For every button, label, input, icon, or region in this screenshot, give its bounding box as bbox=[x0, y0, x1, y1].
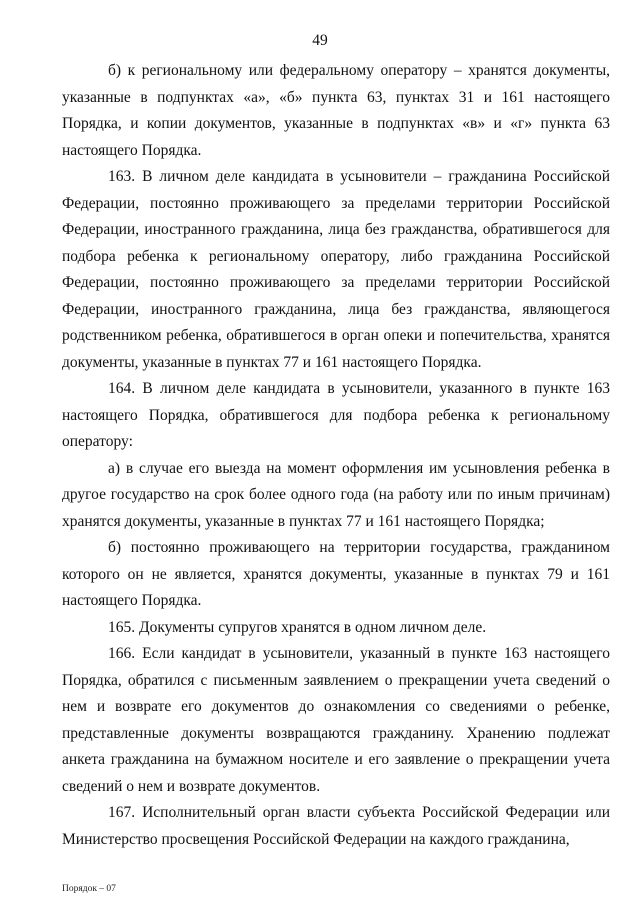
paragraph-163: 163. В личном деле кандидата в усыновители – гражданина Российской Федерации, постоянно проживающего за пределами территории Российской Федерации, иностранного гражданина, лица без гражданства, обратившегося для подбора ребенка к региональному оператору, либо гражданина Российской Федерации, постоянно проживающего за пределами территории Российской Федерации, иностранного гражданина, лица без гражданства, являющегося родственником ребенка, обратившегося в орган опеки и попечительства, хранятся документы, указанные в пунктах 77 и 161 настоящего Порядка. bbox=[62, 168, 610, 371]
paragraph-1b: б) к региональному или федеральному оператору – хранятся документы, указанные в подпунктах «а», «б» пункта 63, пунктах 31 и 161 настоящего Порядка, и копии документов, указанные в подпунктах «в» и «г» пункта 63 настоящего Порядка. bbox=[62, 62, 610, 159]
page-number: 49 bbox=[312, 32, 328, 49]
paragraph-164a: а) в случае его выезда на момент оформления им усыновления ребенка в другое государство на срок более одного года (на работу или по иным причинам) хранятся документы, указанные в пунктах 77 и 161 настоящего Порядка; bbox=[62, 459, 610, 530]
paragraph-164b: б) постоянно проживающего на территории государства, гражданином которого он не является, хранятся документы, указанные в пунктах 79 и 161 настоящего Порядка. bbox=[62, 539, 610, 609]
paragraph-166: 166. Если кандидат в усыновители, указанный в пункте 163 настоящего Порядка, обратился с письменным заявлением о прекращении учета сведений о нем и возврате его документов до ознакомления со сведениями о ребенке, представленные документы возвращаются гражданину. Хранению подлежат анкета гражданина на бумажном носителе и его заявление о прекращении учета сведений о нем и возврате документов. bbox=[62, 645, 610, 795]
paragraph-167: 167. Исполнительный орган власти субъекта Российской Федерации или Министерство просвещения Российской Федерации на каждого гражданина, bbox=[62, 804, 610, 848]
document-body bbox=[62, 58, 610, 853]
page-footer: Порядок – 07 bbox=[62, 884, 116, 894]
paragraph-164: 164. В личном деле кандидата в усыновители, указанного в пункте 163 настоящего Порядка, обратившегося для подбора ребенка к региональному оператору: bbox=[62, 380, 610, 450]
paragraph-165: 165. Документы супругов хранятся в одном личном деле. bbox=[108, 618, 487, 636]
